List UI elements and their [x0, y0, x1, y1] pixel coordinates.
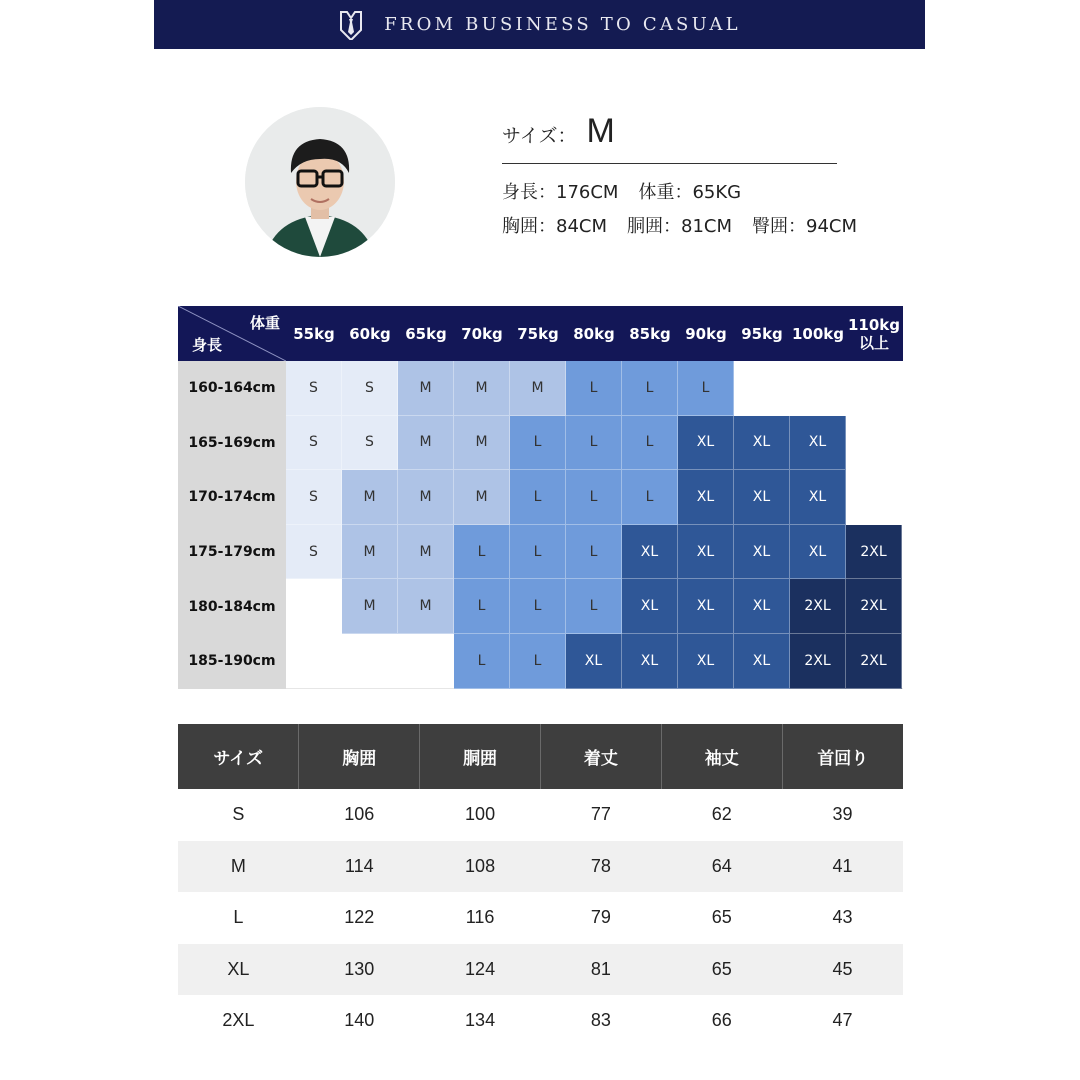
- size-cell: L: [454, 525, 510, 580]
- measurement-cell: 45: [782, 944, 903, 996]
- size-cell: XL: [678, 416, 734, 471]
- size-cell: XL: [790, 525, 846, 580]
- table-row: [178, 944, 903, 996]
- weight-header: 55kg: [293, 324, 335, 343]
- size-cell: 2XL: [846, 634, 902, 689]
- size-cell: M: [398, 579, 454, 634]
- size-name-cell: XL: [178, 944, 299, 996]
- size-cell: XL: [678, 470, 734, 525]
- weight-header: 65kg: [405, 324, 447, 343]
- size-cell: XL: [790, 470, 846, 525]
- size-cell: L: [510, 525, 566, 580]
- spec-header-cell: 着丈: [540, 724, 661, 789]
- model-hip: 臀囲：94CM: [752, 216, 858, 237]
- size-cell: XL: [622, 634, 678, 689]
- size-cell: 2XL: [790, 634, 846, 689]
- model-chest: 胸囲：84CM: [502, 216, 608, 237]
- measurement-cell: 114: [299, 841, 420, 893]
- measurement-cell: 108: [420, 841, 541, 893]
- weight-header: 90kg: [685, 324, 727, 343]
- measurement-cell: 77: [590, 804, 611, 825]
- size-cell: XL: [566, 634, 622, 689]
- size-cell: L: [622, 470, 678, 525]
- size-cell: L: [566, 579, 622, 634]
- measurement-cell: 66: [711, 1010, 732, 1031]
- size-name-cell: M: [178, 841, 299, 893]
- measurement-cell: 140: [344, 1010, 375, 1031]
- banner-title: FROM BUSINESS TO CASUAL: [384, 14, 741, 35]
- model-size-line: [502, 112, 837, 164]
- model-photo: [245, 107, 395, 257]
- weight-header: 80kg: [573, 324, 615, 343]
- measurement-cell: 65: [711, 907, 732, 928]
- measurement-cell: 106: [344, 804, 375, 825]
- spec-header-cell: サイズ: [178, 724, 299, 789]
- height-range-label: 160-164cm: [178, 361, 286, 416]
- measurement-cell: 43: [832, 907, 853, 928]
- size-cell: M: [454, 470, 510, 525]
- size-chart-corner: [178, 306, 286, 361]
- size-cell: XL: [622, 525, 678, 580]
- size-cell: XL: [734, 416, 790, 471]
- weight-header: 110kg 以上: [847, 315, 901, 352]
- size-cell: L: [510, 579, 566, 634]
- size-label: サイズ：: [502, 125, 577, 147]
- measurement-cell: 62: [711, 804, 732, 825]
- size-cell: L: [566, 416, 622, 471]
- measurement-cell: 78: [540, 841, 661, 893]
- size-cell: 2XL: [790, 579, 846, 634]
- size-cell: 2XL: [846, 525, 902, 580]
- size-cell: L: [622, 416, 678, 471]
- size-cell: XL: [678, 634, 734, 689]
- size-cell: XL: [734, 470, 790, 525]
- weight-header: 70kg: [461, 324, 503, 343]
- size-cell: S: [286, 525, 342, 580]
- size-cell: XL: [734, 525, 790, 580]
- size-spec-table: [178, 724, 903, 1047]
- model-waist: 胴囲：81CM: [627, 216, 733, 237]
- measurement-cell: 130: [299, 944, 420, 996]
- measurement-cell: 65: [661, 944, 782, 996]
- spec-header-cell: 胴囲: [420, 724, 541, 789]
- spec-header-cell: 首回り: [782, 724, 903, 789]
- model-avatar: [245, 107, 395, 257]
- size-cell: L: [454, 634, 510, 689]
- weight-header: 60kg: [349, 324, 391, 343]
- measurement-cell: 41: [782, 841, 903, 893]
- size-cell: XL: [678, 525, 734, 580]
- size-cell: L: [510, 416, 566, 471]
- height-range-label: 180-184cm: [178, 579, 286, 634]
- size-cell: M: [398, 470, 454, 525]
- size-cell: L: [566, 525, 622, 580]
- size-cell: M: [398, 416, 454, 471]
- weight-header: 100kg: [791, 324, 845, 343]
- size-cell: 2XL: [846, 579, 902, 634]
- measurement-cell: 134: [465, 1010, 496, 1031]
- size-cell: L: [510, 470, 566, 525]
- size-cell: XL: [734, 579, 790, 634]
- table-row: [178, 995, 903, 1047]
- corner-height-label: 身長: [192, 336, 223, 354]
- size-cell: M: [398, 525, 454, 580]
- model-weight: 体重：65KG: [638, 182, 742, 203]
- shirt-tie-icon: [338, 10, 364, 40]
- corner-weight-label: 体重: [249, 314, 280, 332]
- spec-header-cell: 胸囲: [299, 724, 420, 789]
- measurement-cell: 39: [832, 804, 853, 825]
- spec-body: [178, 789, 903, 1047]
- size-name-cell: 2XL: [222, 1010, 255, 1031]
- model-height: 身長：176CM: [502, 182, 619, 203]
- size-cell: M: [454, 416, 510, 471]
- size-cell: L: [622, 361, 678, 416]
- size-cell: M: [342, 470, 398, 525]
- size-cell: M: [398, 361, 454, 416]
- size-cell: XL: [734, 634, 790, 689]
- measurement-cell: 64: [661, 841, 782, 893]
- size-cell: S: [286, 361, 342, 416]
- height-range-label: 185-190cm: [178, 634, 286, 689]
- size-cell: S: [286, 416, 342, 471]
- header-banner: [154, 0, 925, 49]
- size-cell: M: [510, 361, 566, 416]
- size-cell: S: [342, 361, 398, 416]
- table-row: [178, 892, 903, 944]
- size-value: M: [586, 112, 615, 150]
- model-measurements-row-1: [502, 178, 741, 204]
- size-cell: XL: [678, 579, 734, 634]
- spec-header-cell: 袖丈: [661, 724, 782, 789]
- size-cell: L: [566, 470, 622, 525]
- measurement-cell: 47: [832, 1010, 853, 1031]
- spec-header-row: [178, 724, 903, 789]
- size-cell: M: [454, 361, 510, 416]
- model-measurements-row-2: [502, 212, 857, 238]
- size-cell: L: [566, 361, 622, 416]
- weight-header: 75kg: [517, 324, 559, 343]
- size-cell: L: [678, 361, 734, 416]
- size-cell: L: [510, 634, 566, 689]
- measurement-cell: 124: [420, 944, 541, 996]
- size-cell: M: [342, 579, 398, 634]
- size-cell: XL: [622, 579, 678, 634]
- measurement-cell: 81: [540, 944, 661, 996]
- size-cell: L: [454, 579, 510, 634]
- height-range-label: 175-179cm: [178, 525, 286, 580]
- height-range-label: 170-174cm: [178, 470, 286, 525]
- measurement-cell: 116: [465, 907, 495, 928]
- size-cell: XL: [790, 416, 846, 471]
- table-row: [178, 841, 903, 893]
- height-range-label: 165-169cm: [178, 416, 286, 471]
- weight-header: 95kg: [741, 324, 783, 343]
- measurement-cell: 122: [344, 907, 375, 928]
- size-name-cell: S: [232, 804, 245, 825]
- size-cell: S: [342, 416, 398, 471]
- weight-header: 85kg: [629, 324, 671, 343]
- measurement-cell: 100: [465, 804, 496, 825]
- size-cell: S: [286, 470, 342, 525]
- size-name-cell: L: [233, 907, 244, 928]
- size-chart: [178, 306, 903, 689]
- measurement-cell: 79: [590, 907, 611, 928]
- table-row: [178, 789, 903, 841]
- size-cell: M: [342, 525, 398, 580]
- measurement-cell: 83: [590, 1010, 611, 1031]
